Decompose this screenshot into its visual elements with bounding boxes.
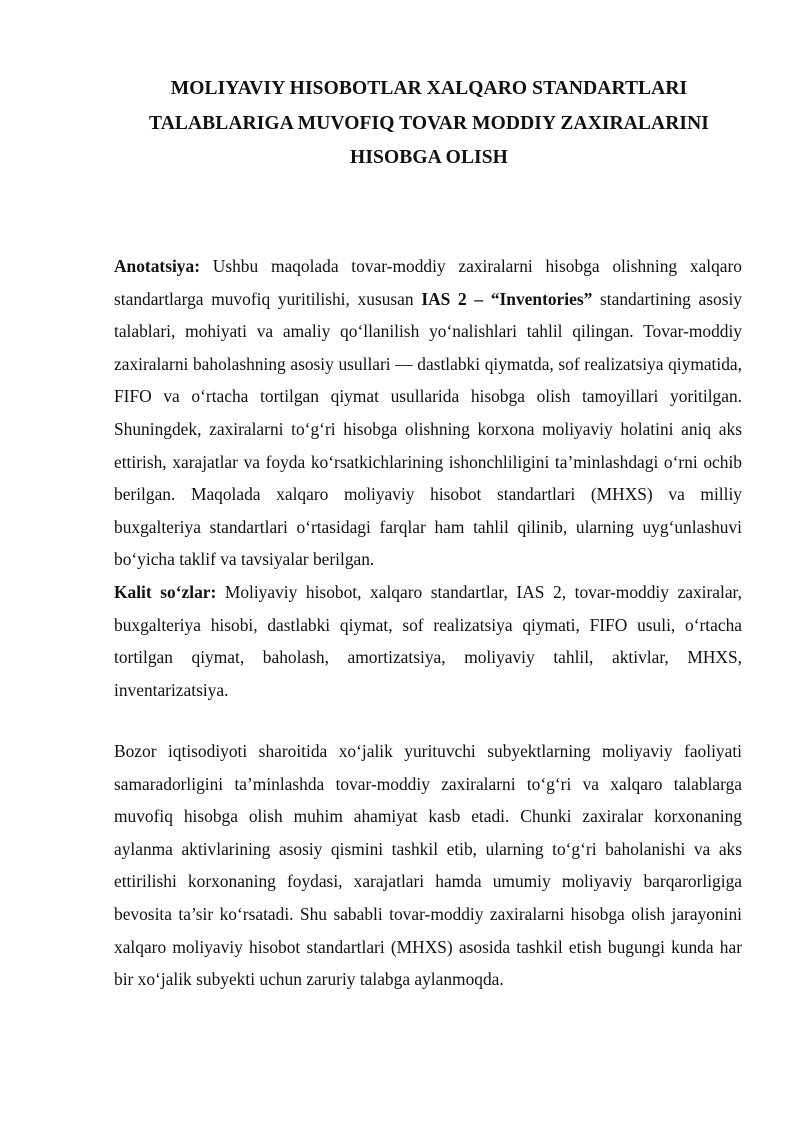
abstract-text-a: Ushbu maqolada tovar-moddiy zaxiralarni hisobga olishning xalqaro standartlarga muvofiq yuritilishi, xususan (114, 256, 742, 309)
intro-section (114, 735, 742, 996)
abstract-section (114, 250, 742, 706)
title-line-1: MOLIYAVIY HISOBOTLAR XALQARO STANDARTLARI (170, 78, 688, 99)
abstract-label: Anotatsiya: (114, 256, 200, 276)
abstract-standard: IAS 2 – “Inventories” (421, 288, 593, 309)
abstract-paragraph (114, 250, 742, 576)
title-line-2: TALABLARIGA MUVOFIQ TOVAR MODDIY ZAXIRALARINI (149, 112, 709, 134)
keywords-text: Moliyaviy hisobot, xalqaro standartlar, IAS 2, tovar-moddiy zaxiralar, buxgalteriya hisobi, dastlabki qiymat, sof realizatsiya qiymati, FIFO usuli, o‘rtacha tortilgan qiymat, baholash, amortizatsiya, moliyaviy tahlil, aktivlar, MHXS, inventarizatsiya. (114, 581, 742, 700)
keywords-label: Kalit so‘zlar: (114, 581, 217, 602)
abstract-text-b: standartining asosiy talablari, mohiyati va amaliy qo‘llanilish yo‘nalishlari tahlil qilingan. Tovar-moddiy zaxiralarni baholashning asosiy usullari — dastlabki qiymatda, sof realizatsiya qiymatida, FIFO va o‘rtacha tortilgan qiymat usullarida hisobga olish tamoyillari yoritilgan. Shuningdek, zaxiralarni to‘g‘ri hisobga olishning korxona moliyaviy holatini aniq aks ettirish, xarajatlar va foyda ko‘rsatkichlarining ishonchliligini ta’minlashdagi o‘rni ochib berilgan. Maqolada xalqaro moliyaviy hisobot standartlari (MHXS) va milliy buxgalteriya standartlari o‘rtasidagi farqlar ham tahlil qilinib, ularning uyg‘unlashuvi bo‘yicha taklif va tavsiyalar berilgan. (114, 288, 743, 570)
keywords-paragraph (114, 576, 742, 706)
intro-paragraph: Bozor iqtisodiyoti sharoitida xo‘jalik yurituvchi subyektlarning moliyaviy faoliyati samaradorligini ta’minlashda tovar-moddiy zaxiralarni to‘g‘ri va xalqaro talablarga muvofiq hisobga olish muhim ahamiyat kasb etadi. Chunki zaxiralar korxonaning aylanma aktivlarining asosiy qismini tashkil etib, ularning to‘g‘ri baholanishi va aks ettirilishi korxonaning foydasi, xarajatlari hamda umumiy moliyaviy barqarorligiga bevosita ta’sir ko‘rsatadi. Shu sababli tovar-moddiy zaxiralarni hisobga olish jarayonini xalqaro moliyaviy hisobot standartlari (MHXS) asosida tashkil etish bugungi kunda har bir xo‘jalik subyekti uchun zaruriy talabga aylanmoqda. (114, 741, 742, 990)
title-line-3: HISOBGA OLISH (350, 147, 508, 168)
paper-title (96, 72, 762, 176)
